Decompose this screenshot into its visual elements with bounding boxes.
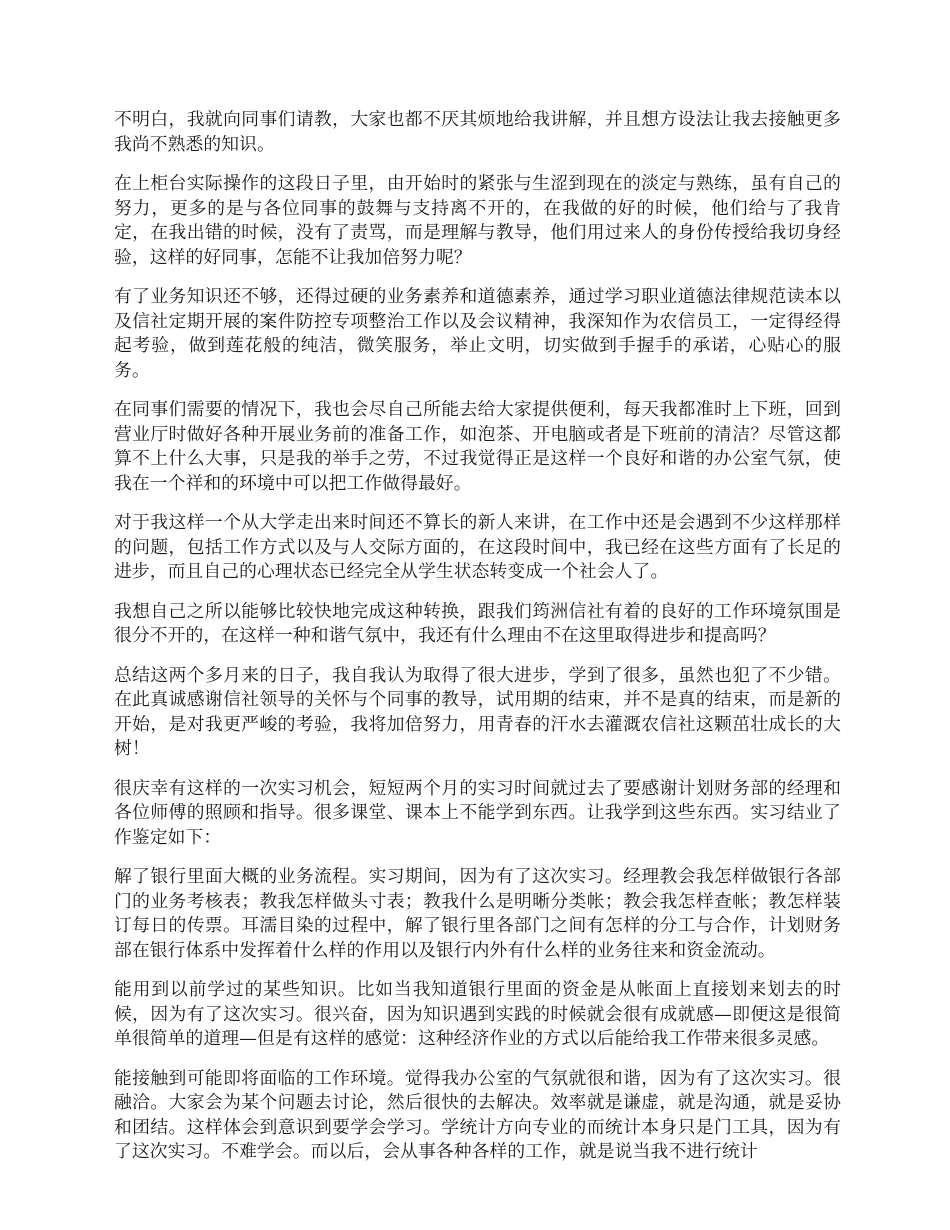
paragraph: 在同事们需要的情况下，我也会尽自己所能去给大家提供便利，每天我都准时上下班，回到营业厅时做好各种开展业务前的准备工作，如泡茶、开电脑或者是下班前的清洁？尽管这都算不上什么大事，只是我的举手之劳，不过我觉得正是这样一个良好和谐的办公室气氛，使我在一个祥和的环境中可以把工作做得最好。	[114, 399, 841, 494]
document-body	[114, 108, 841, 1180]
paragraph: 总结这两个多月来的日子，我自我认为取得了很大进步，学到了很多，虽然也犯了不少错。在此真诚感谢信社领导的关怀与个同事的教导，试用期的结束，并不是真的结束，而是新的开始，是对我更严峻的考验，我将加倍努力，用青春的汗水去灌溉农信社这颗茁壮成长的大树！	[114, 664, 841, 759]
paragraph: 在上柜台实际操作的这段日子里，由开始时的紧张与生涩到现在的淡定与熟练，虽有自己的努力，更多的是与各位同事的鼓舞与支持离不开的，在我做的好的时候，他们给与了我肯定，在我出错的时候，没有了责骂，而是理解与教导，他们用过来人的身份传授给我切身经验，这样的好同事，怎能不让我加倍努力呢？	[114, 173, 841, 268]
paragraph: 很庆幸有这样的一次实习机会，短短两个月的实习时间就过去了要感谢计划财务部的经理和各位师傅的照顾和指导。很多课堂、课本上不能学到东西。让我学到这些东西。实习结业了作鉴定如下：	[114, 777, 841, 848]
paragraph: 我想自己之所以能够比较快地完成这种转换，跟我们筠洲信社有着的良好的工作环境氛围是很分不开的，在这样一种和谐气氛中，我还有什么理由不在这里取得进步和提高吗？	[114, 600, 841, 646]
paragraph: 有了业务知识还不够，还得过硬的业务素养和道德素养，通过学习职业道德法律规范读本以及信社定期开展的案件防控专项整治工作以及会议精神，我深知作为农信员工，一定得经得起考验，做到莲花般的纯洁，微笑服务，举止文明，切实做到手握手的承诺，心贴心的服务。	[114, 286, 841, 381]
paragraph: 对于我这样一个从大学走出来时间还不算长的新人来讲，在工作中还是会遇到不少这样那样的问题，包括工作方式以及与人交际方面的，在这段时间中，我已经在这些方面有了长足的进步，而且自己的心理状态已经完全从学生状态转变成一个社会人了。	[114, 512, 841, 582]
paragraph: 不明白，我就向同事们请教，大家也都不厌其烦地给我讲解，并且想方设法让我去接触更多我尚不熟悉的知识。	[114, 109, 841, 155]
paragraph: 能用到以前学过的某些知识。比如当我知道银行里面的资金是从帐面上直接划来划去的时候，因为有了这次实习。很兴奋，因为知识遇到实践的时候就会很有成就感—即便这是很简单很简单的道理—但是有这样的感觉：这种经济作业的方式以后能给我工作带来很多灵感。	[114, 979, 841, 1049]
paragraph: 解了银行里面大概的业务流程。实习期间，因为有了这次实习。经理教会我怎样做银行各部门的业务考核表；教我怎样做头寸表；教我什么是明晰分类帐；教会我怎样查帐；教怎样装订每日的传票。耳濡目染的过程中，解了银行里各部门之间有怎样的分工与合作，计划财务部在银行体系中发挥着什么样的作用以及银行内外有什么样的业务往来和资金流动。	[114, 866, 841, 961]
paragraph: 能接触到可能即将面临的工作环境。觉得我办公室的气氛就很和谐，因为有了这次实习。很融洽。大家会为某个问题去讨论，然后很快的去解决。效率就是谦虚，就是沟通，就是妥协和团结。这样体会到意识到要学会学习。学统计方向专业的而统计本身只是门工具，因为有了这次实习。不难学会。而以后，会从事各种各样的工作，就是说当我不进行统计	[114, 1067, 841, 1162]
